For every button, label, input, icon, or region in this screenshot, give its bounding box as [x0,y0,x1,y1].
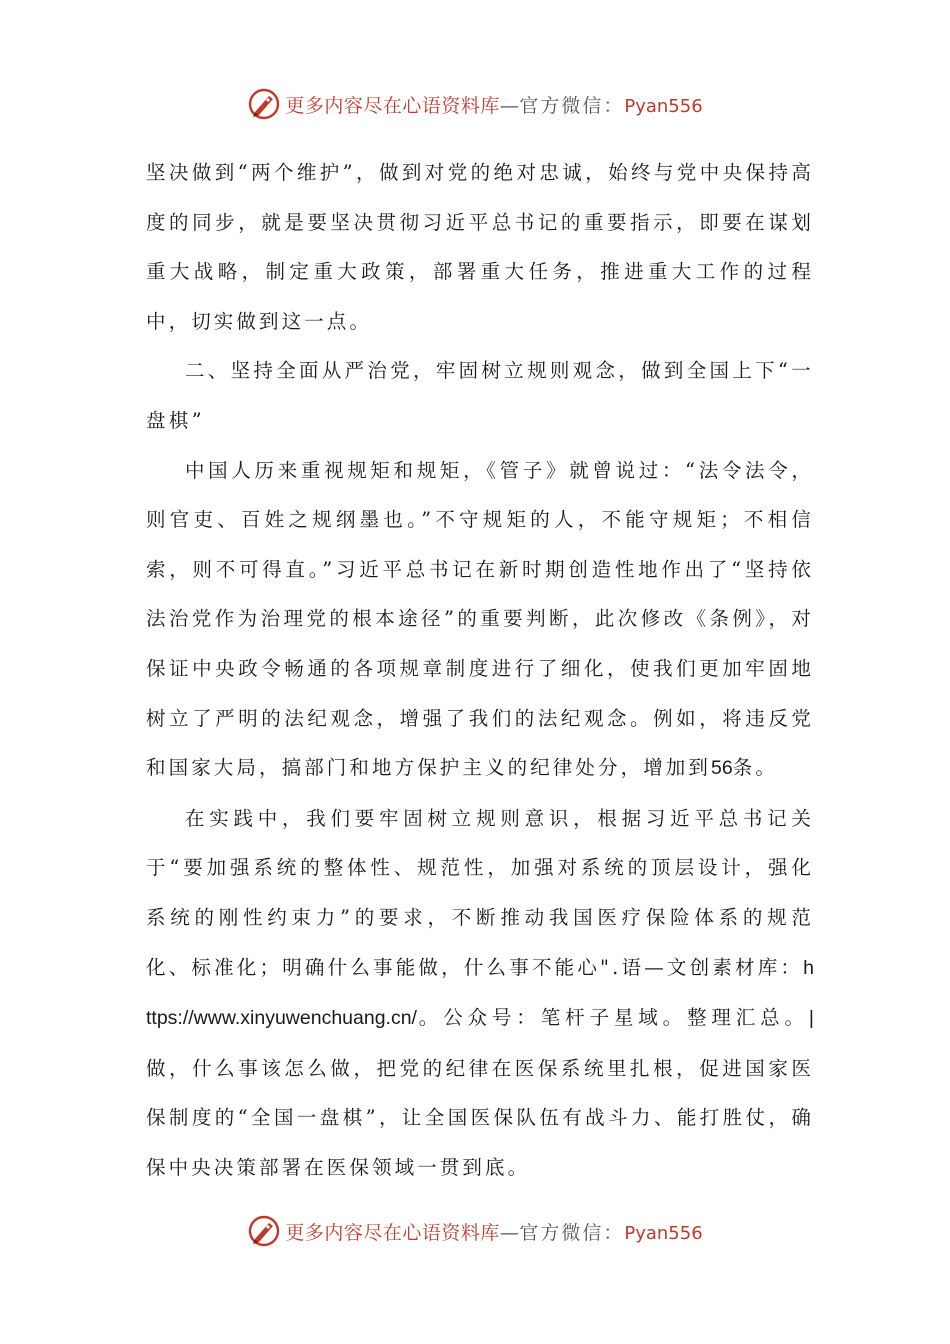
paragraph-4-text-b: 。公众号：笔杆子星域。整理汇总。 [416,1006,809,1030]
header-banner-main: 更多内容尽在心语资料库 [285,94,500,117]
paragraph-4 [146,794,814,1193]
paragraph-3 [146,446,814,794]
footer-banner-main: 更多内容尽在心语资料库 [285,1221,500,1244]
footer-banner [0,1211,950,1251]
footer-banner-text [285,1218,702,1245]
footer-banner-wechat-label: 官方微信： [519,1221,625,1244]
footer-banner-dash: — [499,1221,520,1244]
paragraph-4-text-a: 在实践中，我们要牢固树立规则意识，根据习近平总书记关于“要加强系统的整体性、规范性，加强对系统的顶层设计，强化系统的刚性约束力”的要求，不断推动我国医疗保险体系的规范化、标准化；明确什么事能做，什么事不能心".语—文创素材库： [146,806,814,979]
pen-nib-logo-icon [247,1214,281,1248]
paragraph-4-bar: | [808,1007,814,1030]
document-body [146,148,814,1192]
header-banner-wechat-label: 官方微信： [519,94,625,117]
header-banner-dash: — [499,94,520,117]
paragraph-3-text-b: 条。 [732,756,778,780]
pen-nib-logo-icon [247,87,281,121]
section-heading-2: 二、坚持全面从严治党，牢固树立规则观念，做到全国上下“一盘棋” [146,359,814,432]
footer-banner-wechat-id: Pyan556 [624,1222,703,1244]
paragraph-1: 坚决做到“两个维护”，做到对党的绝对忠诚，始终与党中央保持高度的同步，就是要坚决贯彻习近平总书记的重要指示，即要在谋划重大战略，制定重大政策，部署重大任务，推进重大工作的过程中，切实做到这一点。 [146,161,814,333]
paragraph-3-text-a: 中国人历来重视规矩和规矩，《管子》就曾说过：“法令法令，则官吏、百姓之规纲墨也。”不守规矩的人，不能守规矩；不相信索，则不可得直。”习近平总书记在新时期创造性地作出了“坚持依法治党作为治理党的根本途径”的重要判断，此次修改《条例》，对保证中央政令畅通的各项规章制度进行了细化，使我们更加牢固地树立了严明的法纪观念，增强了我们的法纪观念。例如，将违反党和国家大局，搞部门和地方保护主义的纪律处分，增加到 [146,458,814,780]
header-banner-wechat-id: Pyan556 [624,95,703,117]
paragraph-4-url: https://www.xinyuwenchuang.cn/ [146,956,814,1030]
paragraph-3-number: 56 [711,757,733,780]
header-banner-text [285,91,702,118]
paragraph-4-text-c: 做，什么事该怎么做，把党的纪律在医保系统里扎根，促进国家医保制度的“全国一盘棋”，让全国医保队伍有战斗力、能打胜仗，确保中央决策部署在医保领域一贯到底。 [146,1056,814,1179]
header-banner [0,84,950,124]
